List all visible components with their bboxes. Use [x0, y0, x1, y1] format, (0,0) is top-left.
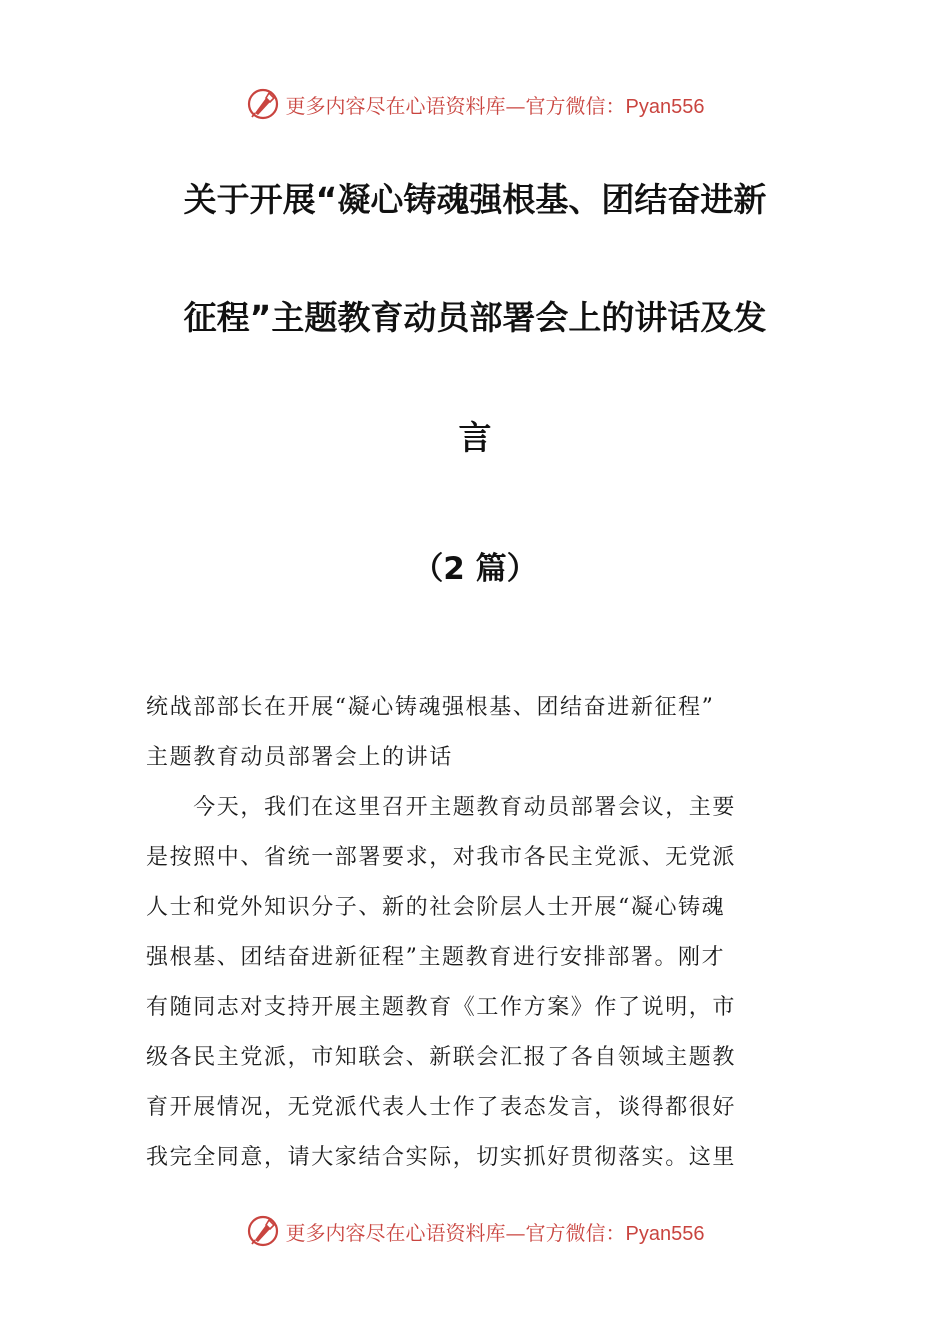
- body-line: 有随同志对支持开展主题教育《工作方案》作了说明，市: [146, 995, 737, 1020]
- body-line: 育开展情况，无党派代表人士作了表态发言，谈得都很好: [146, 1095, 737, 1120]
- banner-wechat-label: 官方微信：: [525, 93, 626, 118]
- body-line: 人士和党外知识分子、新的社会阶层人士开展“凝心铸魂: [146, 895, 726, 920]
- body-line: 强根基、团结奋进新征程”主题教育进行安排部署。刚才: [146, 945, 726, 970]
- banner-separator: —: [505, 93, 526, 118]
- header-banner-text: [286, 90, 705, 119]
- body-line: 主题教育动员部署会上的讲话: [146, 745, 453, 770]
- banner-wechat-id: Pyan556: [625, 1222, 705, 1245]
- header-banner: [0, 84, 950, 124]
- document-title-line-2: 征程”主题教育动员部署会上的讲话及发: [183, 298, 767, 337]
- banner-wechat-id: Pyan556: [625, 95, 705, 118]
- document-title-line-3: 言: [458, 418, 492, 457]
- body-line: 我完全同意，请大家结合实际，切实抓好贯彻落实。这里: [146, 1145, 737, 1170]
- body-line: 今天，我们在这里召开主题教育动员部署会议，主要: [146, 795, 737, 820]
- pen-nib-circle-icon: [246, 87, 280, 121]
- footer-banner-text: [286, 1217, 705, 1246]
- banner-separator: —: [505, 1220, 526, 1245]
- body-line: 是按照中、省统一部署要求，对我市各民主党派、无党派: [146, 845, 737, 870]
- banner-site-name: 更多内容尽在心语资料库: [285, 93, 506, 118]
- banner-site-name: 更多内容尽在心语资料库: [285, 1220, 506, 1245]
- footer-banner: [0, 1211, 950, 1251]
- pen-nib-circle-icon: [246, 1214, 280, 1248]
- article-count: （2 篇）: [412, 551, 538, 587]
- document-title-line-1: 关于开展“凝心铸魂强根基、团结奋进新: [183, 180, 767, 219]
- banner-wechat-label: 官方微信：: [525, 1220, 626, 1245]
- body-line: 级各民主党派，市知联会、新联会汇报了各自领域主题教: [146, 1045, 737, 1070]
- body-line: 统战部部长在开展“凝心铸魂强根基、团结奋进新征程”: [146, 695, 715, 720]
